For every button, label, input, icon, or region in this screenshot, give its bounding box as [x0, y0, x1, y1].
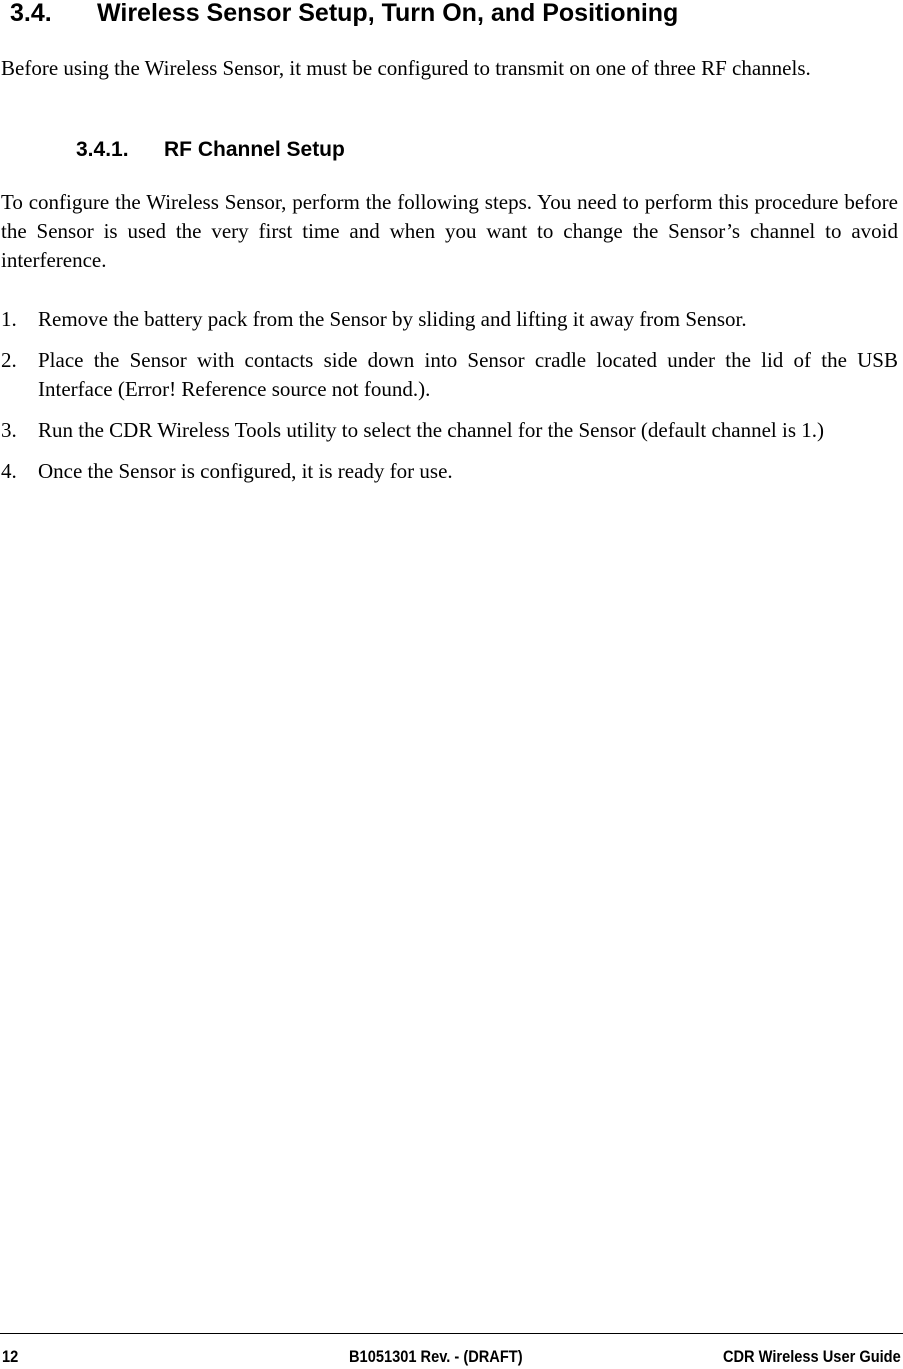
section-intro-paragraph: Before using the Wireless Sensor, it must be configured to transmit on one of three RF channels.	[1, 56, 811, 80]
step-number: 1.	[1, 307, 17, 331]
subsection-intro-paragraph: To configure the Wireless Sensor, perform the following steps. You need to perform this procedure before the Sensor is used the very first time and when you want to change the Sensor’s channel to avoid interference.	[1, 190, 898, 272]
section-number: 3.4.	[10, 0, 52, 27]
subsection-number: 3.4.1.	[76, 138, 129, 161]
step-text: Once the Sensor is configured, it is ready for use.	[38, 459, 453, 483]
step-text: Run the CDR Wireless Tools utility to select the channel for the Sensor (default channel is 1.)	[38, 418, 824, 442]
section-heading	[10, 0, 890, 30]
step-number: 4.	[1, 459, 17, 483]
list-item	[0, 416, 898, 445]
step-number: 3.	[1, 418, 17, 442]
footer-document-id: B1051301 Rev. - (DRAFT)	[349, 1347, 523, 1366]
footer-page-number: 12	[2, 1347, 19, 1366]
subsection-heading	[76, 136, 345, 164]
step-text: Remove the battery pack from the Sensor by sliding and lifting it away from Sensor.	[38, 307, 747, 331]
section-title: Wireless Sensor Setup, Turn On, and Positioning	[97, 0, 679, 27]
subsection-title: RF Channel Setup	[164, 138, 345, 161]
list-item	[0, 305, 898, 334]
footer-guide-title: CDR Wireless User Guide	[723, 1347, 901, 1366]
list-item	[0, 457, 898, 486]
step-number: 2.	[1, 348, 17, 372]
step-text: Place the Sensor with contacts side down into Sensor cradle located under the lid of the USB Interface (Error! Reference source not found.).	[38, 348, 898, 401]
list-item	[0, 346, 898, 404]
steps-list	[0, 305, 898, 498]
footer-divider	[0, 1333, 903, 1334]
